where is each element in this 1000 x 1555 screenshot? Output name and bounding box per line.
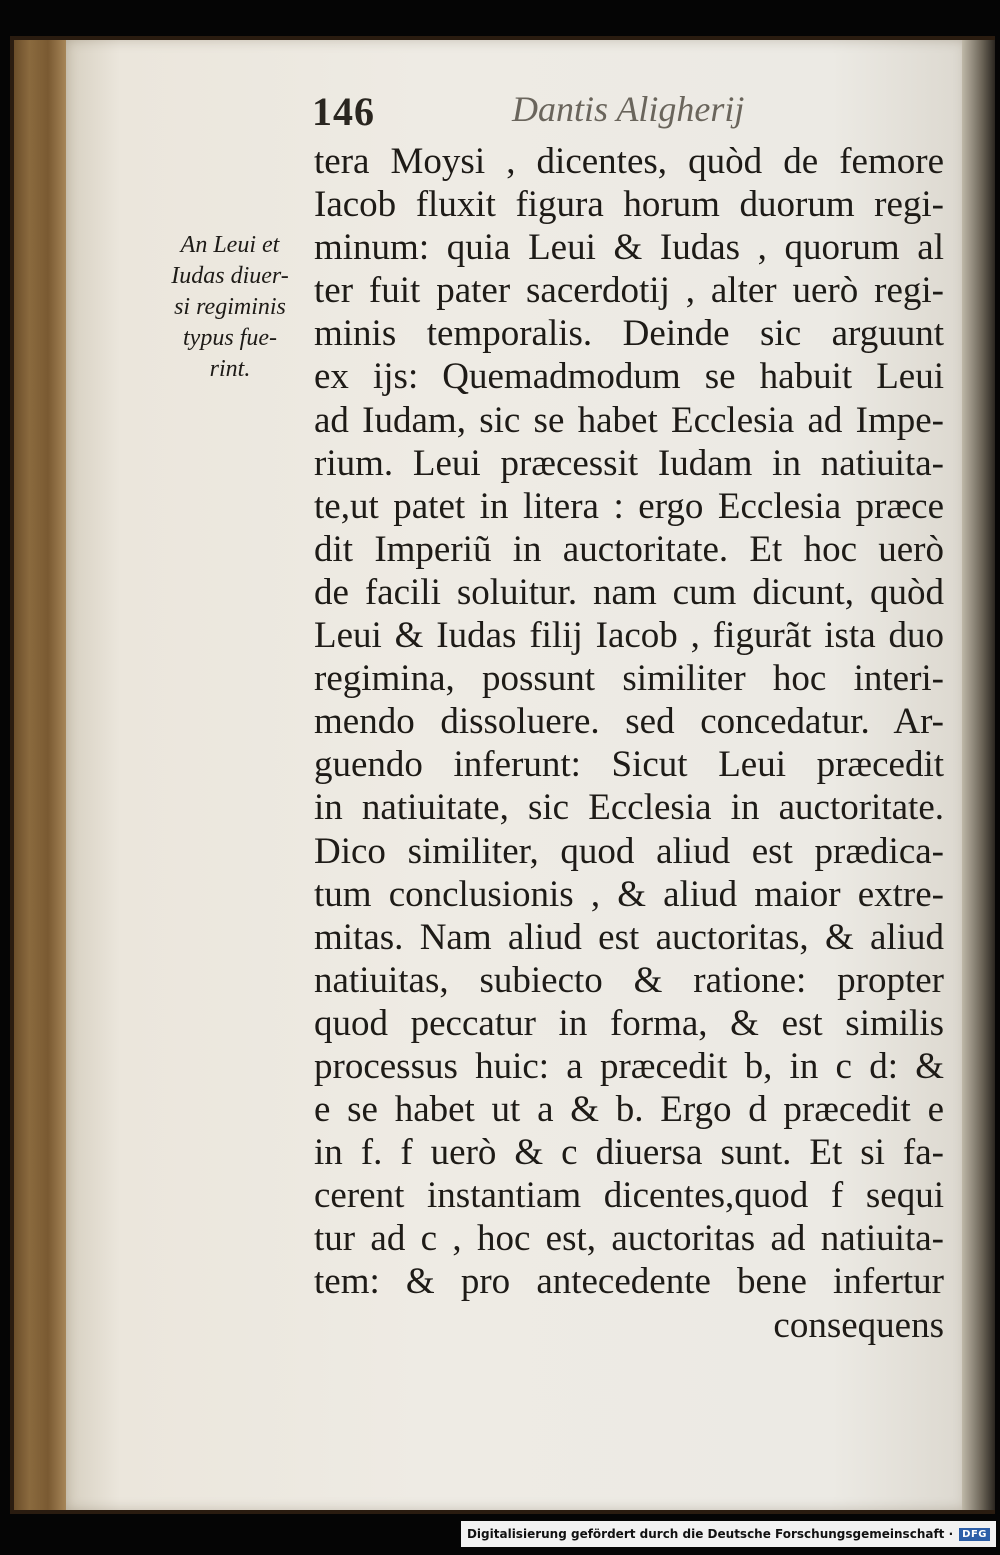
marginal-note-line: rint. xyxy=(209,356,251,382)
dfg-logo-icon: DFG xyxy=(959,1528,990,1541)
text-line: cerent instantiam dicentes,quod f sequi xyxy=(314,1175,944,1217)
text-line: tum conclusionis , & aliud maior extre- xyxy=(314,873,944,915)
text-line: rium. Leui præcessit Iudam in natiuita- xyxy=(314,442,944,484)
text-line: regimina, possunt similiter hoc interi- xyxy=(314,658,944,700)
marginal-note-line: si regiminis xyxy=(174,294,286,320)
text-line: Dico similiter, quod aliud est prædica- xyxy=(314,830,944,872)
text-line: quod peccatur in forma, & est similis xyxy=(314,1002,944,1044)
text-line: de facili soluitur. nam cum dicunt, quòd xyxy=(314,571,944,613)
marginal-note xyxy=(150,230,310,385)
page-header xyxy=(312,88,952,138)
running-title: Dantis Aligherij xyxy=(512,89,745,129)
text-line: ad Iudam, sic se habet Ecclesia ad Impe- xyxy=(314,399,944,441)
text-line: Iacob fluxit figura horum duorum regi- xyxy=(314,184,944,226)
text-line: tera Moysi , dicentes, quòd de femore xyxy=(314,141,944,182)
text-line: Leui & Iudas filij Iacob , figurãt ista duo xyxy=(314,615,944,657)
marginal-note-line: typus fue- xyxy=(183,325,277,351)
marginal-note-line: Iudas diuer- xyxy=(171,263,289,289)
text-line: guendo inferunt: Sicut Leui præcedit xyxy=(314,744,944,786)
text-line: in f. f uerò & c diuersa sunt. Et si fa- xyxy=(314,1132,944,1174)
text-line: processus huic: a præcedit b, in c d: & xyxy=(314,1045,944,1087)
text-line: natiuitas, subiecto & ratione: propter xyxy=(314,959,944,1001)
credit-text: Digitalisierung gefördert durch die Deutsche Forschungsgemeinschaft · xyxy=(466,1527,954,1541)
text-line: minis temporalis. Deinde sic arguunt xyxy=(314,313,944,355)
digitization-credit xyxy=(461,1521,996,1547)
text-line: ter fuit pater sacerdotij , alter uerò regi- xyxy=(314,270,944,312)
marginal-note-line: An Leui et xyxy=(180,232,280,258)
page-number: 146 xyxy=(312,89,375,134)
text-line: te,ut patet in litera : ergo Ecclesia præce xyxy=(314,485,944,527)
text-line: in natiuitate, sic Ecclesia in auctoritate. xyxy=(314,787,944,829)
text-line: tur ad c , hoc est, auctoritas ad natiuita- xyxy=(314,1218,944,1260)
text-line: dit Imperiũ in auctoritate. Et hoc uerò xyxy=(314,528,944,570)
page-gutter-right xyxy=(962,40,995,1510)
text-line: tem: & pro antecedente bene infertur xyxy=(314,1261,944,1303)
text-line: mendo dissoluere. sed concedatur. Ar- xyxy=(314,701,944,743)
text-line: e se habet ut a & b. Ergo d præcedit e xyxy=(314,1089,944,1131)
text-line: ex ijs: Quemadmodum se habuit Leui xyxy=(314,356,944,398)
text-line: mitas. Nam aliud est auctoritas, & aliud xyxy=(314,916,944,958)
body-text xyxy=(314,140,944,1347)
text-line: minum: quia Leui & Iudas , quorum al xyxy=(314,227,944,269)
catchword: consequens xyxy=(773,1304,944,1346)
